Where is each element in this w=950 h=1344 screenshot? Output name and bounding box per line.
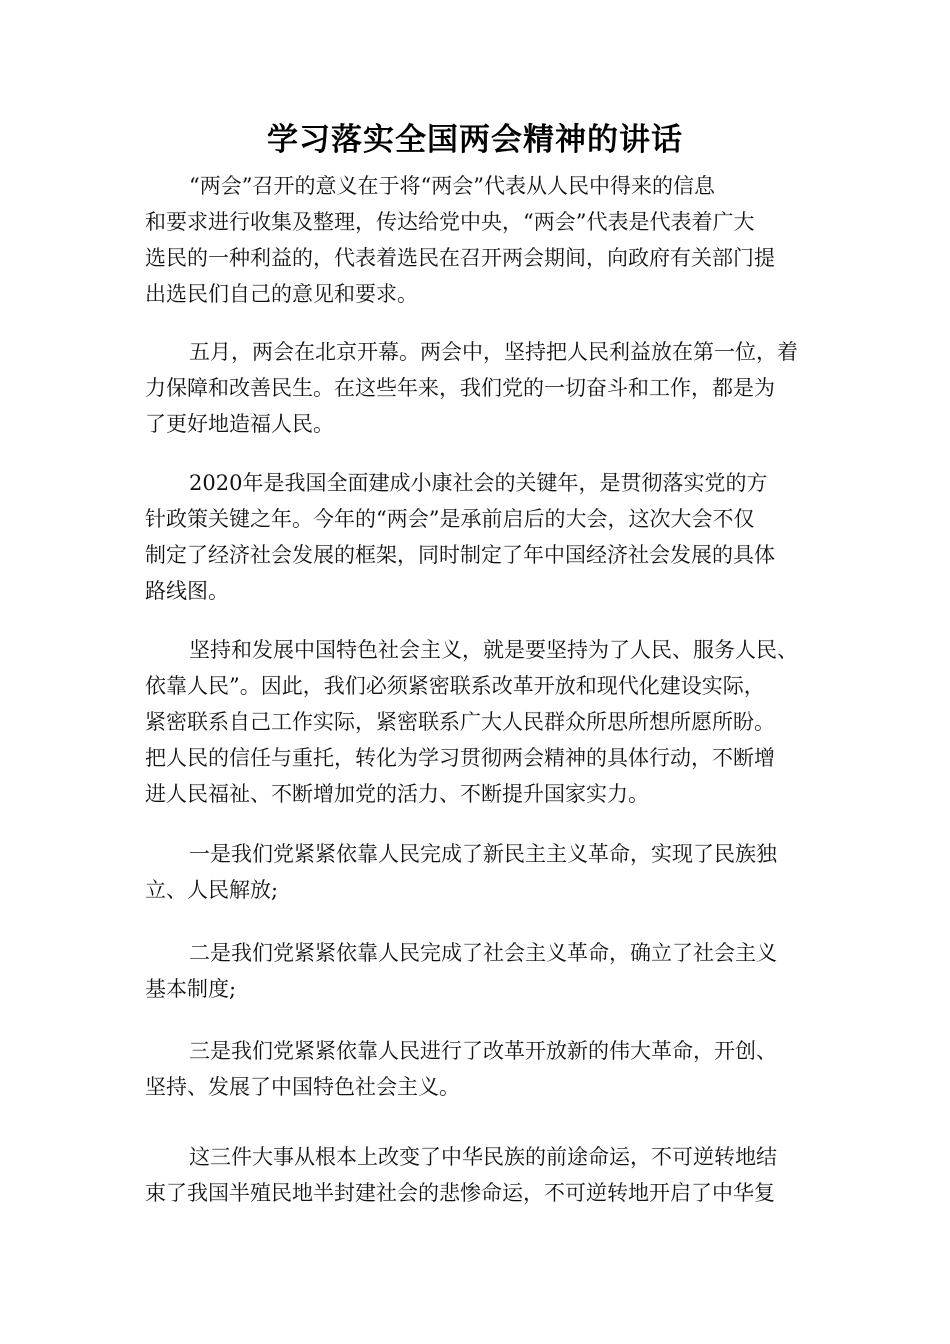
- paragraph-line: 2020年是我国全面建成小康社会的关键年，是贯彻落实党的方: [189, 471, 768, 495]
- paragraph-line: 基本制度;: [145, 977, 237, 1001]
- paragraph-line: 这三件大事从根本上改变了中华民族的前途命运，不可逆转地结: [189, 1145, 777, 1169]
- paragraph-line: 路线图。: [145, 579, 229, 603]
- paragraph-line: 一是我们党紧紧依靠人民完成了新民主主义革命，实现了民族独: [189, 842, 777, 866]
- paragraph-5: [145, 836, 825, 908]
- paragraph-line: 把人民的信任与重托，转化为学习贯彻两会精神的具体行动，不断增: [145, 746, 775, 770]
- paragraph-line: “两会”召开的意义在于将“两会”代表从人民中得来的信息: [189, 174, 715, 198]
- paragraph-line: 依靠人民”。因此，我们必须紧密联系改革开放和现代化建设实际，: [145, 674, 765, 698]
- paragraph-line: 束了我国半殖民地半封建社会的悲惨命运，不可逆转地开启了中华复: [145, 1181, 775, 1205]
- paragraph-line: 和要求进行收集及整理，传达给党中央，“两会”代表是代表着广大: [145, 210, 755, 234]
- document-title: 学习落实全国两会精神的讲话: [267, 122, 683, 158]
- paragraph-4: [145, 632, 825, 812]
- paragraph-3: [145, 465, 825, 609]
- paragraph-line: 紧密联系自己工作实际，紧密联系广大人民群众所思所想所愿所盼。: [145, 710, 775, 734]
- paragraph-line: 二是我们党紧紧依靠人民完成了社会主义革命，确立了社会主义: [189, 941, 777, 965]
- paragraph-line: 五月，两会在北京开幕。两会中，坚持把人民利益放在第一位，着: [189, 340, 798, 364]
- paragraph-line: 制定了经济社会发展的框架，同时制定了年中国经济社会发展的具体: [145, 543, 775, 567]
- paragraph-7: [145, 1033, 825, 1105]
- paragraph-line: 了更好地造福人民。: [145, 412, 334, 436]
- paragraph-line: 进人民福祉、不断增加党的活力、不断提升国家实力。: [145, 782, 649, 806]
- paragraph-line: 针政策关键之年。今年的“两会”是承前启后的大会，这次大会不仅: [145, 507, 755, 531]
- paragraph-line: 立、人民解放;: [145, 878, 279, 902]
- paragraph-2: [145, 334, 825, 442]
- paragraph-line: 选民的一种利益的，代表着选民在召开两会期间，向政府有关部门提: [145, 246, 775, 270]
- paragraph-8: [145, 1139, 825, 1211]
- paragraph-6: [145, 935, 825, 1007]
- paragraph-line: 坚持、发展了中国特色社会主义。: [145, 1075, 460, 1099]
- paragraph-line: 坚持和发展中国特色社会主义，就是要坚持为了人民、服务人民、: [189, 638, 798, 662]
- paragraph-1: [145, 168, 825, 312]
- paragraph-line: 力保障和改善民生。在这些年来，我们党的一切奋斗和工作，都是为: [145, 376, 775, 400]
- paragraph-line: 出选民们自己的意见和要求。: [145, 282, 418, 306]
- paragraph-line: 三是我们党紧紧依靠人民进行了改革开放新的伟大革命，开创、: [189, 1039, 777, 1063]
